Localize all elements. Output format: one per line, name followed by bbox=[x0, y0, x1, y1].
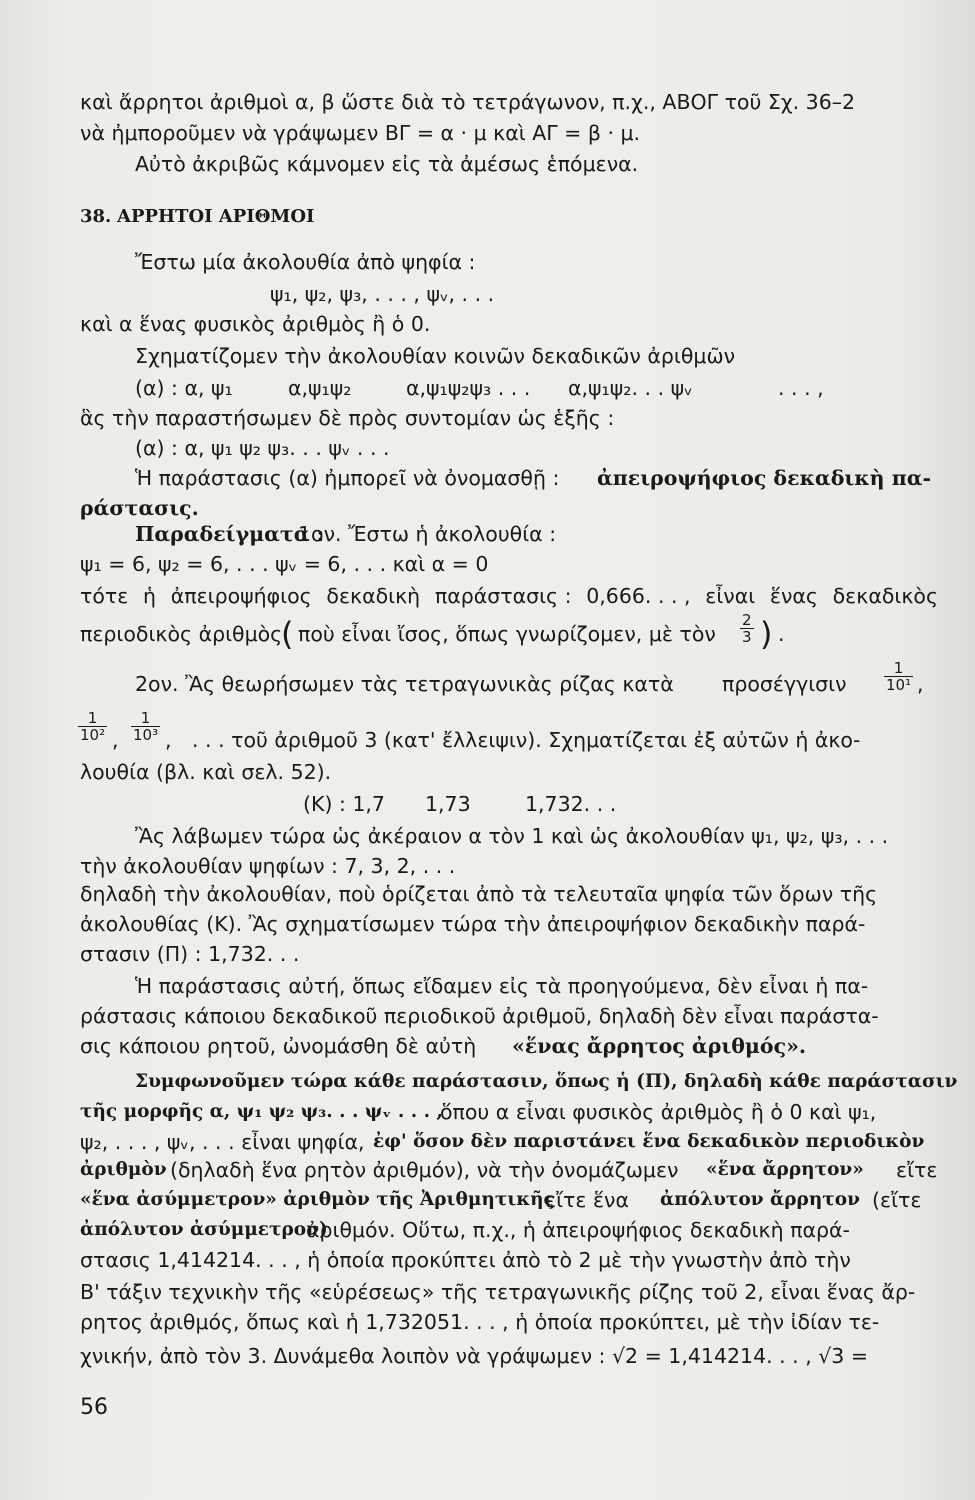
paren-close: ) bbox=[760, 615, 773, 653]
fraction-1-10-1: $\frac{1}{\text{10¹}}$ bbox=[886, 659, 912, 694]
justified-line: τότε ἡ ἀπειροψήφιος δεκαδικὴ παράστασις : 0,666. . . , εἶναι ἕνας δεκαδικὸς bbox=[80, 584, 938, 608]
fraction-two-thirds: $\frac{2}{3}$ bbox=[742, 611, 752, 646]
page-number: 56 bbox=[80, 1395, 108, 1420]
section-title: ΑΡΡΗΤΟΙ ΑΡΙΘΜΟΙ bbox=[117, 206, 315, 227]
fraction-1-10-2: $\frac{1}{\text{10²}}$ bbox=[80, 709, 106, 744]
book-page: καὶ ἄρρητοι ἀριθμοὶ α, β ὥστε διὰ τὸ τετράγωνον, π.χ., ΑΒΟΓ τοῦ Σχ. 36–2 νὰ ἠμποροῦμεν νὰ γράψωμεν ΒΓ = α · μ καὶ ΑΓ = β · μ. Αὐτὸ ἀκριβῶς κάμνομεν εἰς τὰ ἀμέσως ἑπόμενα. 38. ΑΡΡΗΤΟΙ ΑΡΙΘΜΟΙ Ἔστω μία ἀκολουθία ἀπὸ ψηφία : ψ₁, ψ₂, ψ₃, . . . , ψᵥ, . . . καὶ α ἕνας φυσικὸς ἀριθμὸς ἢ ὁ 0. Σχηματίζομεν τὴν ἀκολουθίαν κοινῶν δεκαδικῶν ἀριθμῶν (α) : α, ψ₁ α,ψ₁ψ₂ α,ψ₁ψ₂ψ₃ . . . α,ψ₁ψ₂. . . ψᵥ . . . , ἃς τὴν παραστήσωμεν δὲ πρὸς συντομίαν ὡς ἑξῆς : (α) : α, ψ₁ ψ₂ ψ₃. . . ψᵥ . . . Ἡ παράστασις (α) ἠμπορεῖ νὰ ὀνομασθῇ : ἀπειροψήφιος δεκαδικὴ πα- ράστασις. Παραδείγματα : 1ον. Ἔστω ἡ ἀκολουθία : ψ₁ = 6, ψ₂ = 6, . . . ψᵥ = 6, . . . καὶ α = 0 τότε ἡ ἀπειροψήφιος δεκαδικὴ παράστασις : 0,666. . . , εἶναι ἕνας δεκαδικὸς περιοδικὸς ἀριθμὸς ( ποὺ εἶναι ἴσος, ὅπως γνωρίζομεν, μὲ τὸν $\frac{2}{3}$ ) . 2ον. Ἂς θεωρήσωμεν τὰς τετραγωνικὰς ρίζας κατὰ προσέγγισιν $\frac{1}{\text{10¹}}$ , $\frac{1}{\text{10²}}$ , $\frac{1}{\text{10³}}$ , . . . τοῦ ἀριθμοῦ 3 (κατ' ἔλλειψιν). Σχηματίζεται ἐξ αὐτῶν ἡ ἀκο- λουθία (βλ. καὶ σελ. 52). (Κ) : 1,7 1,73 1,732. . . Ἂς λάβωμεν τώρα ὡς ἀκέραιον α τὸν 1 καὶ ὡς ἀκολουθίαν ψ₁, ψ₂, ψ₃, . . . τὴν ἀκολουθίαν ψηφίων : 7, 3, 2, . . . δηλαδὴ τὴν ἀκολουθίαν, ποὺ ὁρίζεται ἀπὸ τὰ τελευταῖα ψηφία τῶν ὅρων τῆς ἀκολουθίας (Κ). Ἂς σχηματίσωμεν τώρα τὴν ἀπειροψήφιον δεκαδικὴν παρά- στασιν (Π) : 1,732. . . Ἡ παράστασις αὐτή, ὅπως εἴδαμεν εἰς τὰ προηγούμενα, δὲν εἶναι ἡ πα- ράστασις κάποιου δεκαδικοῦ περιοδικοῦ ἀριθμοῦ, δηλαδὴ δὲν εἶναι παράστα- σις κάποιου ρητοῦ, ὠνομάσθη δὲ αὐτὴ «ἕνας ἄρρητος ἀριθμός». Συμφωνοῦμεν τώρα κάθε παράστασιν, ὅπως ἡ (Π), δηλαδὴ κάθε παράστασιν τῆς μορφῆς α, ψ₁ ψ₂ ψ₃. . . ψᵥ . . . , ὅπου α εἶναι φυσικὸς ἀριθμὸς ἢ ὁ 0 καὶ ψ₁, ψ₂, . . . , ψᵥ, . . . εἶναι ψηφία, ἐφ' ὅσον δὲν παριστάνει ἕνα δεκαδικὸν περιοδικὸν ἀριθμὸν (δηλαδὴ ἕνα ρητὸν ἀριθμόν), νὰ τὴν ὀνομάζωμεν «ἕνα ἄρρητον» εἴτε «ἕνα ἀσύμμετρον» ἀριθμὸν τῆς Ἀριθμητικῆς εἴτε ἕνα ἀπόλυτον ἄρρητον (εἴτε ἀπόλυτον ἀσύμμετρον) ἀριθμόν. Οὕτω, π.χ., ἡ ἀπειροψήφιος δεκαδικὴ παρά- στασις 1,414214. . . , ἡ ὁποία προκύπτει ἀπὸ τὸ 2 μὲ τὴν γνωστὴν ἀπὸ τὴν Β' τάξιν τεχνικὴν τῆς «εὑρέσεως» τῆς τετραγωνικῆς ρίζης τοῦ 2, εἶναι ἕνας ἄρ- ρητος ἀριθμός, ὅπως καὶ ἡ 1,732051. . . , ἡ ὁποία προκύπτει, μὲ τὴν ἰδίαν τε- χνικήν, ἀπὸ τὸν 3. Δυνάμεθα λοιπὸν νὰ γράψωμεν : √2 = 1,414214. . . , √3 = 56 bbox=[0, 0, 975, 1500]
section-number: 38. bbox=[80, 206, 112, 227]
fraction-1-10-3: $\frac{1}{\text{10³}}$ bbox=[133, 709, 159, 744]
examples-label: Παραδείγματα : bbox=[135, 522, 325, 546]
paren-open: ( bbox=[281, 615, 294, 653]
term-bold: ἀπειροψήφιος δεκαδικὴ πα- bbox=[597, 466, 931, 490]
